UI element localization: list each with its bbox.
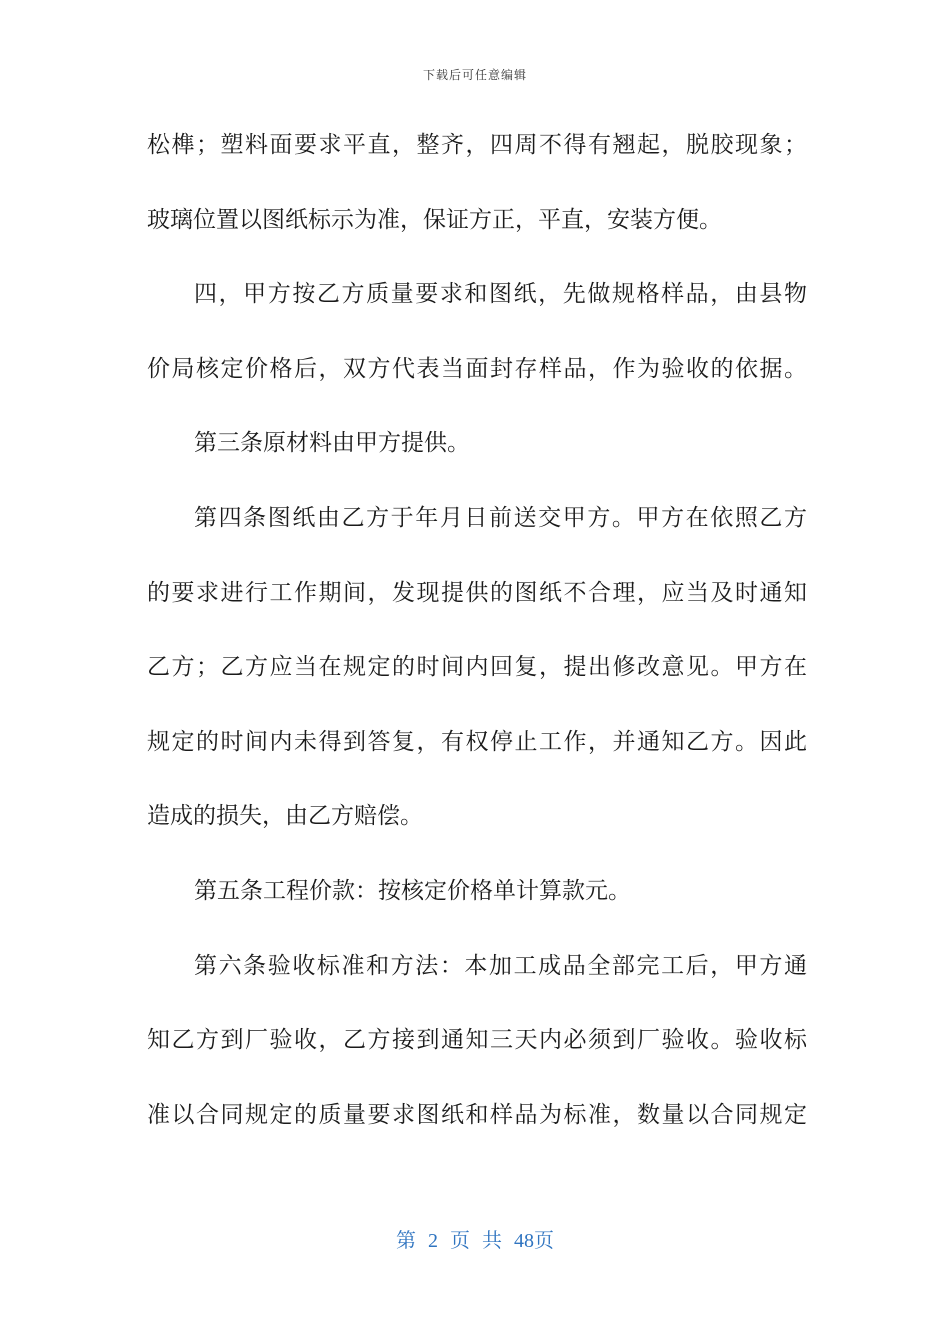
document-body: [147, 125, 807, 1169]
page-header: 下载后可任意编辑: [422, 68, 527, 82]
text-line: 的要求进行工作期间，发现提供的图纸不合理，应当及时通知: [147, 579, 807, 606]
text-line: 乙方；乙方应当在规定的时间内回复，提出修改意见。甲方在: [147, 654, 807, 681]
text-line: 第四条图纸由乙方于年月日前送交甲方。甲方在依照乙方: [194, 504, 807, 531]
text-line: 四，甲方按乙方质量要求和图纸，先做规格样品，由县物: [194, 281, 807, 308]
text-line: 价局核定价格后，双方代表当面封存样品，作为验收的依据。: [147, 355, 807, 382]
text-line: 第六条验收标准和方法：本加工成品全部完工后，甲方通: [194, 952, 807, 979]
footer-total-pages: 48页: [514, 1230, 554, 1252]
text-line: 知乙方到厂验收，乙方接到通知三天内必须到厂验收。验收标: [147, 1027, 807, 1054]
text-line: 玻璃位置以图纸标示为准，保证方正，平直，安装方便。: [147, 206, 722, 233]
text-line: 规定的时间内未得到答复，有权停止工作，并通知乙方。因此: [147, 728, 807, 755]
text-line: 第五条工程价款：按核定价格单计算款元。: [194, 877, 631, 904]
text-line: 准以合同规定的质量要求图纸和样品为标准，数量以合同规定: [147, 1101, 807, 1128]
footer-page-label: 第: [396, 1230, 416, 1252]
text-line: 第三条原材料由甲方提供。: [194, 430, 470, 457]
footer-total-label: 共: [482, 1230, 502, 1252]
footer-current-page: 2: [428, 1230, 438, 1252]
footer-page-unit: 页: [450, 1230, 470, 1252]
text-line: 造成的损失，由乙方赔偿。: [147, 803, 423, 830]
page-footer: [0, 1224, 950, 1253]
text-line: 松榫；塑料面要求平直，整齐，四周不得有翘起，脱胶现象；: [147, 132, 807, 158]
